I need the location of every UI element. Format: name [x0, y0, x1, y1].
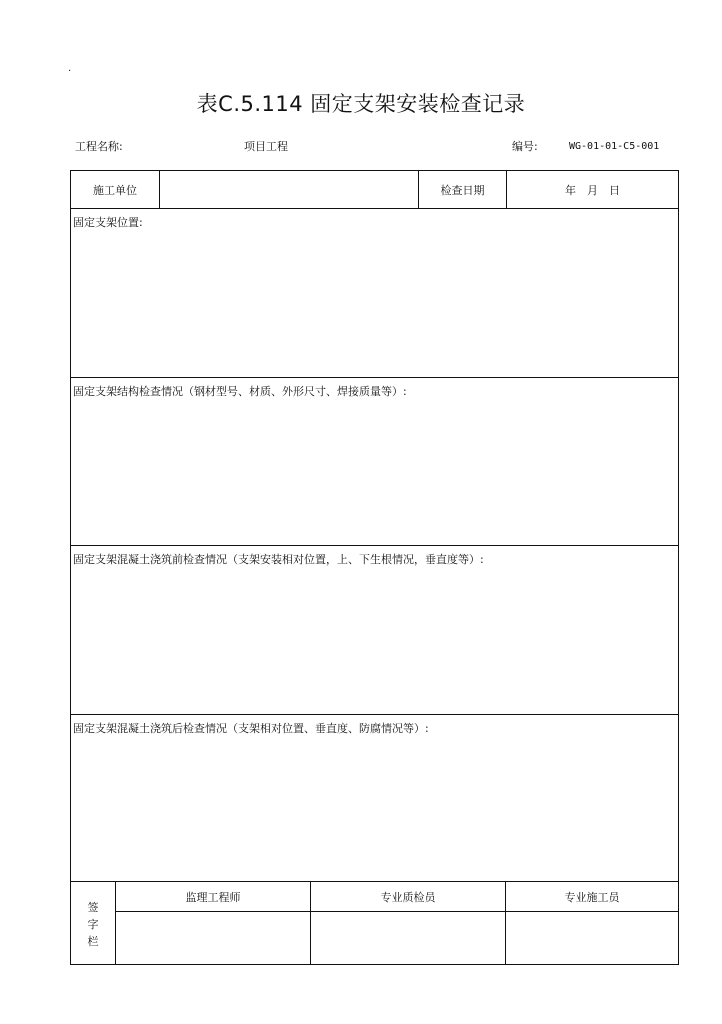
signature-grid	[116, 882, 678, 965]
signature-char: 签	[87, 901, 99, 914]
signature-char: 栏	[87, 935, 99, 948]
quality-inspector-signature[interactable]	[311, 912, 506, 965]
signature-header-row	[116, 882, 678, 912]
record-number-label: 编号:	[512, 140, 538, 153]
inspection-form	[70, 170, 679, 965]
section-pre-pour-check[interactable]	[71, 546, 678, 715]
record-number-value: WG-01-01-C5-001	[569, 141, 660, 152]
construction-worker-label: 专业施工员	[564, 890, 620, 904]
construction-unit-label: 施工单位	[71, 171, 160, 208]
form-header-row	[71, 171, 678, 209]
section-label: 固定支架混凝土浇筑前检查情况（支架安装相对位置，上、下生根情况，垂直度等）:	[73, 553, 484, 566]
signature-char: 字	[87, 918, 99, 931]
section-structure-check[interactable]	[71, 378, 678, 546]
section-post-pour-check[interactable]	[71, 715, 678, 882]
inspection-date-label: 检查日期	[419, 171, 507, 208]
section-label: 固定支架混凝土浇筑后检查情况（支架相对位置、垂直度、防腐情况等）:	[73, 722, 429, 735]
section-bracket-position[interactable]	[71, 209, 678, 378]
section-label: 固定支架位置:	[73, 216, 143, 229]
signature-fields-row	[116, 912, 678, 965]
signature-area	[71, 882, 678, 965]
construction-worker-signature[interactable]	[506, 912, 678, 965]
project-name-value: 项目工程	[244, 140, 288, 153]
page-title: 表C.5.114 固定支架安装检查记录	[196, 92, 526, 116]
page-mark: .	[68, 63, 72, 74]
section-label: 固定支架结构检查情况（钢材型号、材质、外形尺寸、焊接质量等）:	[73, 385, 407, 398]
project-name-label: 工程名称:	[75, 140, 123, 153]
supervisor-engineer-label: 监理工程师	[116, 882, 311, 911]
inspection-date-field[interactable]: 年 月 日	[565, 183, 620, 197]
signature-side-label	[71, 882, 116, 965]
supervisor-engineer-signature[interactable]	[116, 912, 311, 965]
construction-unit-field[interactable]	[160, 171, 419, 208]
quality-inspector-label: 专业质检员	[311, 882, 506, 911]
